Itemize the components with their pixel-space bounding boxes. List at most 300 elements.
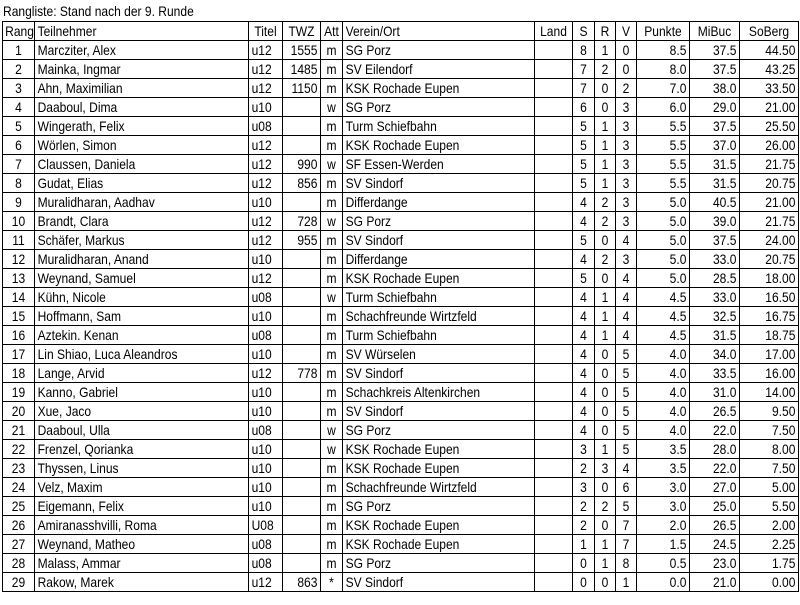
- cell-punkte: 5.0: [637, 193, 690, 212]
- cell-att: m: [321, 136, 343, 155]
- cell-soberg: 21.00: [740, 193, 799, 212]
- header-row: [3, 22, 799, 41]
- cell-rang: 20: [3, 402, 35, 421]
- cell-soberg: 43.25: [740, 60, 799, 79]
- cell-mibuc: 37.5: [690, 117, 740, 136]
- cell-teilnehmer: Amiranasshvilli, Roma: [35, 516, 249, 535]
- cell-punkte: 3.5: [637, 459, 690, 478]
- cell-att: w: [321, 421, 343, 440]
- cell-verein: SV Eilendorf: [343, 60, 535, 79]
- table-row: [3, 60, 799, 79]
- cell-soberg: 21.75: [740, 155, 799, 174]
- cell-s: 2: [573, 459, 595, 478]
- cell-r: 0: [595, 231, 616, 250]
- cell-verein: Schachfreunde Wirtzfeld: [343, 307, 535, 326]
- cell-soberg: 20.75: [740, 174, 799, 193]
- cell-titel: u10: [249, 402, 283, 421]
- cell-rang: 8: [3, 174, 35, 193]
- cell-r: 2: [595, 193, 616, 212]
- col-header-punkte: Punkte: [637, 22, 690, 41]
- cell-punkte: 2.0: [637, 516, 690, 535]
- col-header-soberg: SoBerg: [740, 22, 799, 41]
- cell-verein: KSK Rochade Eupen: [343, 269, 535, 288]
- cell-rang: 17: [3, 345, 35, 364]
- cell-titel: u12: [249, 136, 283, 155]
- cell-soberg: 18.00: [740, 269, 799, 288]
- cell-soberg: 17.00: [740, 345, 799, 364]
- cell-soberg: 5.00: [740, 478, 799, 497]
- cell-rang: 19: [3, 383, 35, 402]
- col-header-s: S: [573, 22, 595, 41]
- cell-land: [535, 117, 573, 136]
- cell-rang: 16: [3, 326, 35, 345]
- cell-v: 3: [616, 212, 637, 231]
- cell-att: m: [321, 60, 343, 79]
- cell-twz: [283, 402, 321, 421]
- cell-titel: u12: [249, 231, 283, 250]
- cell-verein: KSK Rochade Eupen: [343, 459, 535, 478]
- cell-soberg: 2.00: [740, 516, 799, 535]
- cell-mibuc: 22.0: [690, 459, 740, 478]
- cell-att: m: [321, 554, 343, 573]
- cell-verein: SG Porz: [343, 41, 535, 60]
- table-row: [3, 79, 799, 98]
- col-header-rang: Rang: [3, 22, 35, 41]
- cell-rang: 26: [3, 516, 35, 535]
- cell-punkte: 5.0: [637, 231, 690, 250]
- cell-mibuc: 23.0: [690, 554, 740, 573]
- cell-r: 3: [595, 459, 616, 478]
- cell-punkte: 4.5: [637, 307, 690, 326]
- cell-verein: SF Essen-Werden: [343, 155, 535, 174]
- cell-mibuc: 31.0: [690, 383, 740, 402]
- cell-s: 4: [573, 421, 595, 440]
- cell-land: [535, 269, 573, 288]
- cell-v: 5: [616, 497, 637, 516]
- col-header-att: Att: [321, 22, 343, 41]
- cell-punkte: 4.0: [637, 345, 690, 364]
- table-row: [3, 440, 799, 459]
- cell-verein: Differdange: [343, 193, 535, 212]
- cell-mibuc: 32.5: [690, 307, 740, 326]
- cell-teilnehmer: Daaboul, Ulla: [35, 421, 249, 440]
- cell-rang: 11: [3, 231, 35, 250]
- cell-v: 3: [616, 98, 637, 117]
- cell-v: 5: [616, 345, 637, 364]
- table-row: [3, 231, 799, 250]
- cell-verein: KSK Rochade Eupen: [343, 516, 535, 535]
- cell-twz: [283, 117, 321, 136]
- cell-r: 1: [595, 440, 616, 459]
- cell-rang: 15: [3, 307, 35, 326]
- cell-land: [535, 288, 573, 307]
- cell-verein: SV Sindorf: [343, 402, 535, 421]
- cell-att: m: [321, 326, 343, 345]
- cell-teilnehmer: Marcziter, Alex: [35, 41, 249, 60]
- cell-verein: KSK Rochade Eupen: [343, 136, 535, 155]
- cell-titel: u12: [249, 364, 283, 383]
- cell-v: 3: [616, 174, 637, 193]
- cell-att: m: [321, 79, 343, 98]
- cell-land: [535, 497, 573, 516]
- cell-land: [535, 193, 573, 212]
- cell-soberg: 0.00: [740, 573, 799, 592]
- cell-r: 2: [595, 250, 616, 269]
- cell-v: 4: [616, 459, 637, 478]
- cell-punkte: 5.0: [637, 250, 690, 269]
- cell-verein: KSK Rochade Eupen: [343, 535, 535, 554]
- cell-att: m: [321, 117, 343, 136]
- cell-soberg: 44.50: [740, 41, 799, 60]
- cell-s: 4: [573, 212, 595, 231]
- cell-att: w: [321, 155, 343, 174]
- cell-titel: u10: [249, 193, 283, 212]
- cell-verein: SV Würselen: [343, 345, 535, 364]
- cell-att: w: [321, 440, 343, 459]
- cell-twz: [283, 307, 321, 326]
- cell-r: 0: [595, 478, 616, 497]
- cell-soberg: 9.50: [740, 402, 799, 421]
- cell-s: 0: [573, 573, 595, 592]
- cell-teilnehmer: Wingerath, Felix: [35, 117, 249, 136]
- cell-teilnehmer: Weynand, Samuel: [35, 269, 249, 288]
- cell-teilnehmer: Ahn, Maximilian: [35, 79, 249, 98]
- cell-s: 3: [573, 440, 595, 459]
- cell-rang: 5: [3, 117, 35, 136]
- cell-s: 5: [573, 117, 595, 136]
- cell-rang: 13: [3, 269, 35, 288]
- cell-punkte: 4.0: [637, 421, 690, 440]
- table-row: [3, 250, 799, 269]
- cell-att: w: [321, 288, 343, 307]
- cell-twz: 990: [283, 155, 321, 174]
- cell-land: [535, 231, 573, 250]
- page-title: Rangliste: Stand nach der 9. Runde: [3, 3, 194, 19]
- cell-twz: [283, 516, 321, 535]
- cell-titel: u12: [249, 212, 283, 231]
- cell-r: 1: [595, 554, 616, 573]
- table-row: [3, 497, 799, 516]
- cell-soberg: 16.75: [740, 307, 799, 326]
- cell-soberg: 16.50: [740, 288, 799, 307]
- cell-rang: 2: [3, 60, 35, 79]
- cell-titel: u08: [249, 117, 283, 136]
- table-row: [3, 535, 799, 554]
- cell-att: w: [321, 98, 343, 117]
- cell-att: m: [321, 364, 343, 383]
- col-header-verein: Verein/Ort: [343, 22, 535, 41]
- cell-twz: [283, 535, 321, 554]
- table-row: [3, 288, 799, 307]
- cell-land: [535, 98, 573, 117]
- cell-v: 3: [616, 136, 637, 155]
- table-row: [3, 174, 799, 193]
- cell-att: m: [321, 497, 343, 516]
- cell-titel: u10: [249, 497, 283, 516]
- cell-mibuc: 27.0: [690, 478, 740, 497]
- standings-table: [2, 21, 799, 592]
- cell-mibuc: 33.0: [690, 250, 740, 269]
- cell-twz: [283, 554, 321, 573]
- cell-verein: Turm Schiefbahn: [343, 288, 535, 307]
- cell-att: m: [321, 459, 343, 478]
- cell-titel: u12: [249, 155, 283, 174]
- cell-mibuc: 29.0: [690, 98, 740, 117]
- cell-rang: 10: [3, 212, 35, 231]
- col-header-r: R: [595, 22, 616, 41]
- cell-teilnehmer: Xue, Jaco: [35, 402, 249, 421]
- cell-rang: 1: [3, 41, 35, 60]
- cell-teilnehmer: Lin Shiao, Luca Aleandros: [35, 345, 249, 364]
- cell-teilnehmer: Wörlen, Simon: [35, 136, 249, 155]
- cell-twz: 728: [283, 212, 321, 231]
- cell-r: 0: [595, 269, 616, 288]
- cell-twz: [283, 345, 321, 364]
- cell-verein: SV Sindorf: [343, 231, 535, 250]
- cell-punkte: 7.0: [637, 79, 690, 98]
- cell-s: 6: [573, 98, 595, 117]
- table-row: [3, 326, 799, 345]
- cell-rang: 14: [3, 288, 35, 307]
- cell-att: m: [321, 307, 343, 326]
- cell-r: 0: [595, 516, 616, 535]
- cell-r: 0: [595, 345, 616, 364]
- cell-v: 5: [616, 364, 637, 383]
- cell-titel: u08: [249, 421, 283, 440]
- cell-s: 5: [573, 231, 595, 250]
- cell-twz: 863: [283, 573, 321, 592]
- cell-punkte: 5.0: [637, 269, 690, 288]
- cell-twz: 1150: [283, 79, 321, 98]
- cell-verein: SV Sindorf: [343, 573, 535, 592]
- cell-v: 4: [616, 231, 637, 250]
- cell-titel: u08: [249, 535, 283, 554]
- cell-punkte: 5.5: [637, 174, 690, 193]
- cell-att: m: [321, 383, 343, 402]
- cell-v: 5: [616, 383, 637, 402]
- col-header-mibuc: MiBuc: [690, 22, 740, 41]
- cell-mibuc: 26.5: [690, 402, 740, 421]
- cell-r: 0: [595, 383, 616, 402]
- cell-att: m: [321, 516, 343, 535]
- table-row: [3, 364, 799, 383]
- cell-verein: Schachkreis Altenkirchen: [343, 383, 535, 402]
- table-row: [3, 383, 799, 402]
- cell-r: 1: [595, 307, 616, 326]
- cell-punkte: 3.5: [637, 440, 690, 459]
- cell-s: 4: [573, 326, 595, 345]
- cell-rang: 22: [3, 440, 35, 459]
- cell-teilnehmer: Kanno, Gabriel: [35, 383, 249, 402]
- cell-land: [535, 60, 573, 79]
- cell-twz: 856: [283, 174, 321, 193]
- table-row: [3, 98, 799, 117]
- cell-mibuc: 34.0: [690, 345, 740, 364]
- cell-att: m: [321, 478, 343, 497]
- col-header-teilnehmer: Teilnehmer: [35, 22, 249, 41]
- cell-r: 1: [595, 288, 616, 307]
- cell-s: 1: [573, 535, 595, 554]
- cell-att: m: [321, 402, 343, 421]
- cell-twz: [283, 440, 321, 459]
- table-row: [3, 136, 799, 155]
- table-row: [3, 478, 799, 497]
- cell-titel: u08: [249, 288, 283, 307]
- cell-twz: [283, 288, 321, 307]
- cell-s: 4: [573, 250, 595, 269]
- cell-twz: [283, 383, 321, 402]
- cell-s: 5: [573, 174, 595, 193]
- cell-teilnehmer: Kühn, Nicole: [35, 288, 249, 307]
- cell-punkte: 4.0: [637, 383, 690, 402]
- cell-land: [535, 155, 573, 174]
- cell-rang: 23: [3, 459, 35, 478]
- table-row: [3, 117, 799, 136]
- cell-punkte: 8.0: [637, 60, 690, 79]
- cell-mibuc: 38.0: [690, 79, 740, 98]
- cell-r: 1: [595, 174, 616, 193]
- cell-punkte: 5.0: [637, 212, 690, 231]
- cell-s: 2: [573, 497, 595, 516]
- cell-rang: 6: [3, 136, 35, 155]
- cell-mibuc: 39.0: [690, 212, 740, 231]
- cell-soberg: 14.00: [740, 383, 799, 402]
- cell-s: 0: [573, 554, 595, 573]
- cell-land: [535, 136, 573, 155]
- cell-s: 8: [573, 41, 595, 60]
- cell-twz: 1555: [283, 41, 321, 60]
- cell-r: 0: [595, 364, 616, 383]
- cell-soberg: 18.75: [740, 326, 799, 345]
- cell-rang: 7: [3, 155, 35, 174]
- cell-mibuc: 24.5: [690, 535, 740, 554]
- cell-twz: 955: [283, 231, 321, 250]
- cell-land: [535, 364, 573, 383]
- cell-mibuc: 37.5: [690, 60, 740, 79]
- cell-v: 4: [616, 326, 637, 345]
- cell-att: m: [321, 345, 343, 364]
- cell-titel: u10: [249, 459, 283, 478]
- cell-s: 2: [573, 516, 595, 535]
- cell-s: 5: [573, 136, 595, 155]
- cell-titel: u12: [249, 41, 283, 60]
- cell-twz: [283, 478, 321, 497]
- cell-v: 2: [616, 79, 637, 98]
- cell-att: m: [321, 535, 343, 554]
- cell-twz: 1485: [283, 60, 321, 79]
- cell-teilnehmer: Schäfer, Markus: [35, 231, 249, 250]
- cell-punkte: 4.5: [637, 326, 690, 345]
- cell-land: [535, 79, 573, 98]
- cell-titel: u08: [249, 554, 283, 573]
- table-row: [3, 554, 799, 573]
- cell-verein: SV Sindorf: [343, 174, 535, 193]
- cell-v: 7: [616, 516, 637, 535]
- cell-punkte: 0.5: [637, 554, 690, 573]
- cell-twz: [283, 497, 321, 516]
- cell-titel: u12: [249, 79, 283, 98]
- cell-s: 3: [573, 478, 595, 497]
- cell-r: 2: [595, 497, 616, 516]
- cell-s: 7: [573, 60, 595, 79]
- cell-teilnehmer: Brandt, Clara: [35, 212, 249, 231]
- cell-punkte: 4.5: [637, 288, 690, 307]
- cell-punkte: 5.5: [637, 117, 690, 136]
- cell-teilnehmer: Velz, Maxim: [35, 478, 249, 497]
- cell-v: 0: [616, 60, 637, 79]
- cell-land: [535, 478, 573, 497]
- cell-r: 0: [595, 79, 616, 98]
- cell-att: m: [321, 231, 343, 250]
- cell-s: 4: [573, 402, 595, 421]
- cell-rang: 21: [3, 421, 35, 440]
- cell-verein: SG Porz: [343, 98, 535, 117]
- cell-titel: u10: [249, 383, 283, 402]
- cell-r: 2: [595, 60, 616, 79]
- cell-teilnehmer: Aztekin. Kenan: [35, 326, 249, 345]
- cell-s: 4: [573, 383, 595, 402]
- cell-verein: Turm Schiefbahn: [343, 117, 535, 136]
- cell-v: 5: [616, 402, 637, 421]
- cell-land: [535, 554, 573, 573]
- cell-land: [535, 326, 573, 345]
- cell-teilnehmer: Gudat, Elias: [35, 174, 249, 193]
- cell-punkte: 4.0: [637, 402, 690, 421]
- cell-teilnehmer: Lange, Arvid: [35, 364, 249, 383]
- cell-mibuc: 37.5: [690, 231, 740, 250]
- cell-v: 4: [616, 288, 637, 307]
- cell-mibuc: 37.0: [690, 136, 740, 155]
- cell-r: 1: [595, 155, 616, 174]
- cell-v: 8: [616, 554, 637, 573]
- cell-s: 4: [573, 364, 595, 383]
- cell-rang: 29: [3, 573, 35, 592]
- cell-v: 3: [616, 250, 637, 269]
- table-row: [3, 307, 799, 326]
- cell-v: 1: [616, 573, 637, 592]
- cell-titel: u10: [249, 440, 283, 459]
- cell-v: 3: [616, 117, 637, 136]
- cell-r: 1: [595, 117, 616, 136]
- cell-verein: SG Porz: [343, 497, 535, 516]
- cell-punkte: 3.0: [637, 497, 690, 516]
- table-row: [3, 193, 799, 212]
- cell-twz: [283, 269, 321, 288]
- cell-att: m: [321, 269, 343, 288]
- cell-verein: Differdange: [343, 250, 535, 269]
- cell-rang: 9: [3, 193, 35, 212]
- cell-v: 7: [616, 535, 637, 554]
- cell-rang: 28: [3, 554, 35, 573]
- cell-teilnehmer: Muralidharan, Anand: [35, 250, 249, 269]
- cell-titel: u12: [249, 269, 283, 288]
- cell-v: 3: [616, 193, 637, 212]
- col-header-land: Land: [535, 22, 573, 41]
- cell-soberg: 26.00: [740, 136, 799, 155]
- cell-titel: u12: [249, 60, 283, 79]
- cell-punkte: 0.0: [637, 573, 690, 592]
- cell-att: *: [321, 573, 343, 592]
- cell-mibuc: 31.5: [690, 326, 740, 345]
- col-header-twz: TWZ: [283, 22, 321, 41]
- cell-mibuc: 31.5: [690, 155, 740, 174]
- cell-rang: 18: [3, 364, 35, 383]
- cell-twz: 778: [283, 364, 321, 383]
- cell-v: 6: [616, 478, 637, 497]
- cell-att: w: [321, 212, 343, 231]
- cell-land: [535, 421, 573, 440]
- cell-titel: u10: [249, 250, 283, 269]
